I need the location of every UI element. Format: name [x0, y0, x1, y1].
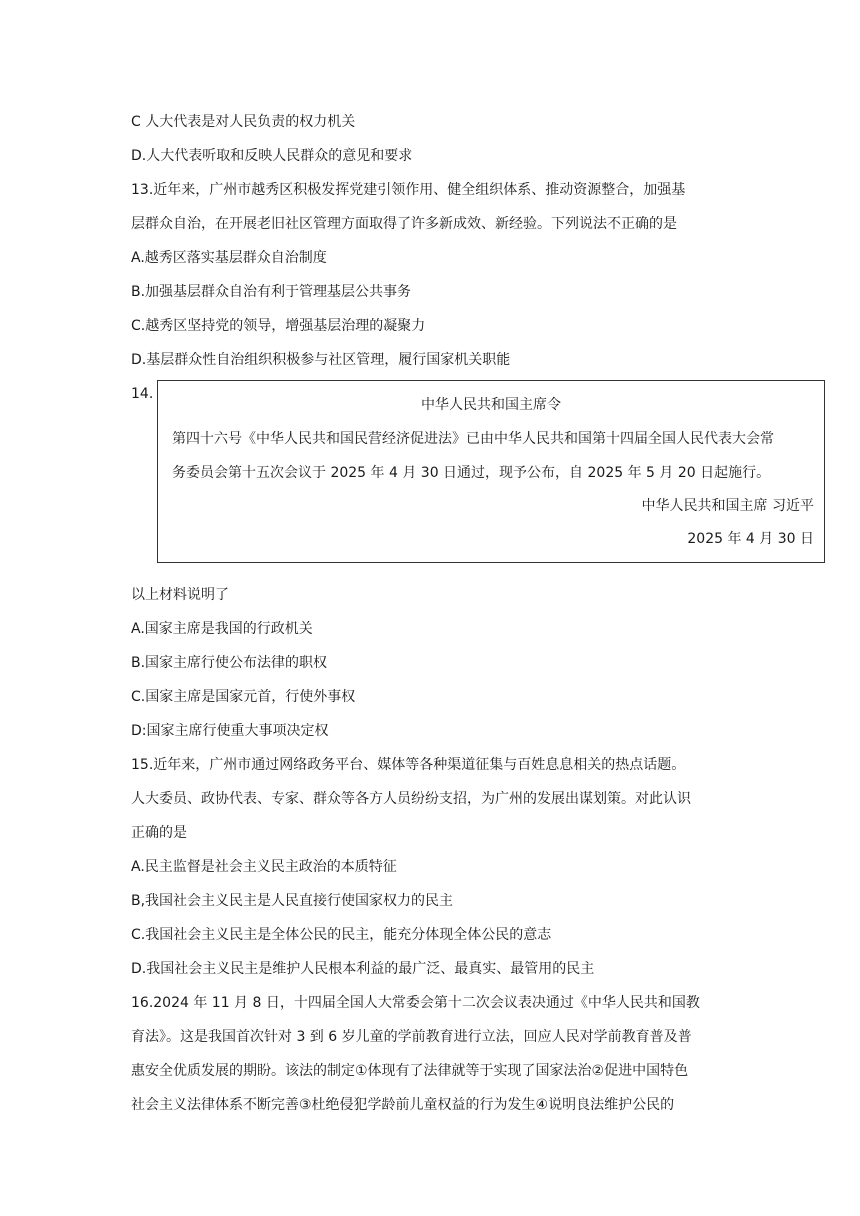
- decree-body-line-1: 第四十六号《中华人民共和国民营经济促进法》已由中华人民共和国第十四届全国人民代表大会常: [172, 431, 774, 447]
- q14-number: 14.: [131, 386, 154, 402]
- q15-option-d: D.我国社会主义民主是维护人民根本利益的最广泛、最真实、最管用的民主: [131, 961, 595, 977]
- q16-line-3: 惠安全优质发展的期盼。该法的制定①体现有了法律就等于实现了国家法治②促进中国特色: [131, 1063, 689, 1079]
- q14-option-d: D:国家主席行使重大事项决定权: [131, 723, 329, 739]
- q15-option-c: C.我国社会主义民主是全体公民的民主，能充分体现全体公民的意志: [131, 927, 552, 943]
- q15-stem-line-3: 正确的是: [131, 825, 187, 841]
- q16-line-1: 16.2024 年 11 月 8 日，十四届全国人大常委会第十二次会议表决通过《中华人民共和国教: [131, 995, 700, 1011]
- q14-option-a: A.国家主席是我国的行政机关: [131, 621, 313, 637]
- q15-option-b: B,我国社会主义民主是人民直接行使国家权力的民主: [131, 893, 454, 909]
- decree-signature: 中华人民共和国主席 习近平: [641, 498, 814, 514]
- q15-stem-line-2: 人大委员、政协代表、专家、群众等各方人员纷纷支招，为广州的发展出谋划策。对此认识: [131, 791, 691, 807]
- q15-stem-line-1: 15.近年来，广州市通过网络政务平台、媒体等各种渠道征集与百姓息息相关的热点话题。: [131, 757, 686, 773]
- q13-option-d: D.基层群众性自治组织积极参与社区管理，履行国家机关职能: [131, 352, 511, 368]
- decree-date: 2025 年 4 月 30 日: [687, 531, 814, 547]
- q16-line-2: 育法》。这是我国首次针对 3 到 6 岁儿童的学前教育进行立法，回应人民对学前教育普及普: [131, 1029, 692, 1045]
- q12-option-c: C 人大代表是对人民负责的权力机关: [131, 114, 356, 130]
- q13-option-c: C.越秀区坚持党的领导，增强基层治理的凝聚力: [131, 318, 426, 334]
- q13-stem-line-2: 层群众自治，在开展老旧社区管理方面取得了许多新成效、新经验。下列说法不正确的是: [131, 216, 677, 232]
- q14-option-c: C.国家主席是国家元首，行使外事权: [131, 689, 356, 705]
- q13-option-a: A.越秀区落实基层群众自治制度: [131, 250, 327, 266]
- q13-stem-line-1: 13.近年来，广州市越秀区积极发挥党建引领作用、健全组织体系、推动资源整合，加强基: [131, 182, 686, 198]
- q12-option-d: D.人大代表听取和反映人民群众的意见和要求: [131, 148, 413, 164]
- q14-option-b: B.国家主席行使公布法律的职权: [131, 655, 328, 671]
- q16-line-4: 社会主义法律体系不断完善③杜绝侵犯学龄前儿童权益的行为发生④说明良法维护公民的: [131, 1097, 675, 1113]
- q13-option-b: B.加强基层群众自治有利于管理基层公共事务: [131, 284, 412, 300]
- q14-decree-box: [157, 380, 825, 563]
- decree-body-line-2: 务委员会第十五次会议于 2025 年 4 月 30 日通过，现予公布，自 2025 年 5 月 20 日起施行。: [172, 465, 771, 481]
- q14-stem: 以上材料说明了: [131, 587, 229, 603]
- q15-option-a: A.民主监督是社会主义民主政治的本质特征: [131, 859, 397, 875]
- decree-title: 中华人民共和国主席令: [421, 397, 561, 413]
